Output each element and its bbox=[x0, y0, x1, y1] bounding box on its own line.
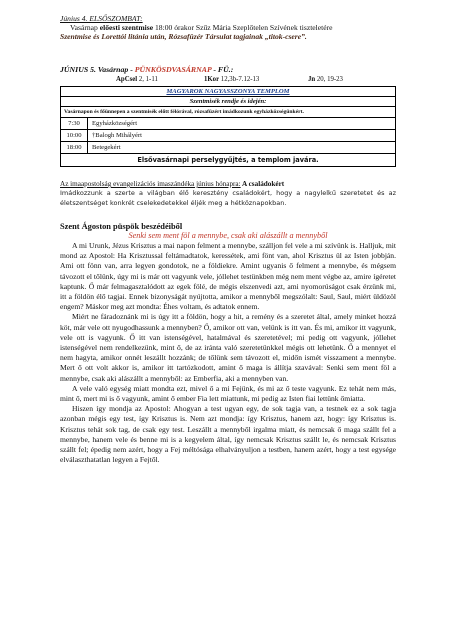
prayer-topic: A családokért bbox=[240, 180, 285, 188]
prayer-text: Imádkozzunk a szerte a világban élő keresztény családokért, hogy a nagylelkű szeretetet és az életszentséget konkrét cselekedetekkel éljék meg a hétköznapokban. bbox=[60, 189, 396, 207]
prayer-heading bbox=[60, 180, 396, 189]
reading-3: Jn 20, 19-23 bbox=[308, 76, 343, 83]
sermon-title: Szent Ágoston püspök beszédéiből bbox=[60, 222, 183, 231]
table-row bbox=[61, 142, 395, 154]
sermon-paragraph: A vele való egység miatt mondta ezt, mivel ő a mi Fejünk, és mi az ő teste vagyunk. Ez tehát nem más, mint ő, mert mi is ő vagyunk, amint ő ember Fia lett miattunk, mi pedig az Isten fiai lettünk őmiatta. bbox=[60, 383, 396, 404]
mass-time: 18:00 bbox=[61, 142, 88, 153]
reading-2: 1Kor 12,3b-7.12-13 bbox=[204, 76, 260, 83]
table-row bbox=[61, 130, 395, 142]
reading-1: ApCsel 2, 1-11 bbox=[116, 76, 158, 83]
mass-intention: Betegekért bbox=[92, 144, 121, 151]
saturday-mass bbox=[70, 23, 400, 32]
mass-bold: előesti szentmise bbox=[99, 23, 154, 33]
rosary-note: Vasárnapon és főünnepen a szentmisék előtt félórával, rózsafüzért imádkozunk egyházközségünkért. bbox=[61, 107, 395, 118]
mass-prefix: Vasárnap bbox=[70, 23, 100, 33]
mass-schedule-table bbox=[60, 86, 396, 167]
sermon-paragraph: A mi Urunk, Jézus Krisztus a mai napon felment a mennybe, szálljon fel vele a mi szívünk is. Halljuk, mit mond az Apostol: Ha Krisztussal feltámadtatok, keressétek, ami fönt van, ahol Krisztus ül az Isten jobbján. Ami ott fönn van, arra legyen gondotok, ne a földiekre. Amint ugyanis ő felment a mennybe, és mégsem távozott el tőlünk, úgy mi is már ott vagyunk vele, jóllehet testünkben még nem ment végbe az, amire ígéretet kaptunk. Ő már felmagasztalódott az egek fölé, de mégis elszenvedi azt, ami nyomorúságot csak érzünk mi, itt a földön élő tagjai. Ennek bizonyságát nyújtotta, amikor a mennyből megszólalt: Saul, Saul, miért üldözöl engem? Máskor meg azt mondta: Éhes voltam, és adtatok ennem. bbox=[60, 241, 396, 312]
mass-intention: †Balogh Mihályért bbox=[92, 132, 142, 139]
sermon-section bbox=[60, 222, 396, 465]
sunday-heading bbox=[60, 65, 400, 74]
table-row bbox=[61, 118, 395, 130]
prayer-intention bbox=[60, 180, 396, 208]
sunday-label: JÚNIUS 5. Vasárnap - bbox=[60, 65, 135, 74]
mass-rest: 18:00 órakor Szűz Mária Szeplőtelen Szívének tiszteletére bbox=[153, 23, 333, 33]
sermon-paragraph: Miért ne fáradoznánk mi is úgy itt a földön, hogy a hit, a remény és a szeretet által, amely minket hozzá köt, már vele ott nyugodhassunk a mennyben? Ő, amikor ott van, velünk is itt van. És mi, amikor itt vagyunk, vele ott is vagyunk. Ő itt van istenségével, hatalmával és szeretetével; mi pedig ott vagyunk, jóllehet istenségével nem rendelkezünk, mint ő, de az iránta való szeretetünkkel mégis ott lehetünk. Ő a mennyet el nem hagyta, amikor onnét leszállt hozzánk; de tőlünk sem távozott el, midőn ismét visszament a mennybe. Mert ő ott volt akkor is, amikor itt tartózkodott, amint ő maga is állítja szavával: Senki sem ment föl a mennybe, csak aki alászállt a mennyből: az Emberfia, aki a mennyben van. bbox=[60, 312, 396, 383]
prayer-intro: Az imaapostolság evangelizációs imaszándékа június hónapra: bbox=[60, 180, 241, 188]
schedule-heading: Szentmisék rendje és idején: bbox=[61, 97, 395, 107]
mass-time: 7:30 bbox=[61, 118, 88, 129]
sermon-paragraph: Hiszen így mondja az Apostol: Ahogyan a test ugyan egy, de sok tagja van, a testnek ez a sok tagja azonban mégis egy test, így Krisztus is. Nem azt mondja: így Krisztus, hanem azt, hogy: így Krisztus is. Krisztus tehát sok tag, de csak egy test. Leszállt a mennyből irgalma miatt, és nemcsak ő maga szállt fel a mennybe, hanem vele és benne mi is a kegyelem által, így nemcsak Krisztus szállt le, és nemcsak Krisztus szállt fel; épedig nem azért, hogy a Fej méltósága elhalványuljon a testben, hanem azért, hogy a test egysége elválaszthatatlan legyen a Fejtől. bbox=[60, 404, 396, 465]
sermon-subtitle: Senki sem ment föl a mennybe, csak aki alászállt a mennyből bbox=[128, 231, 328, 240]
sermon-text bbox=[60, 241, 396, 465]
church-name: MAGYAROK NAGYASSZONYA TEMPLOM bbox=[61, 87, 395, 97]
saturday-litany: Szentmise és Lorettói litánia után, Rózsafüzér Társulat tagjainak „titok-csere”. bbox=[60, 32, 307, 42]
collection-note: Elsővasárnapi perselygyűjtés, a templom javára. bbox=[137, 156, 319, 164]
sunday-feast: PÜNKÖSDVASÁRNAP bbox=[134, 65, 212, 74]
mass-intention: Egyházközségért bbox=[92, 120, 138, 127]
saturday-section bbox=[60, 14, 400, 42]
saturday-date: Június 4. ELSŐSZOMBAT: bbox=[60, 14, 143, 23]
sunday-suffix: - FÜ.: bbox=[211, 65, 234, 74]
mass-time: 10:00 bbox=[61, 130, 88, 141]
